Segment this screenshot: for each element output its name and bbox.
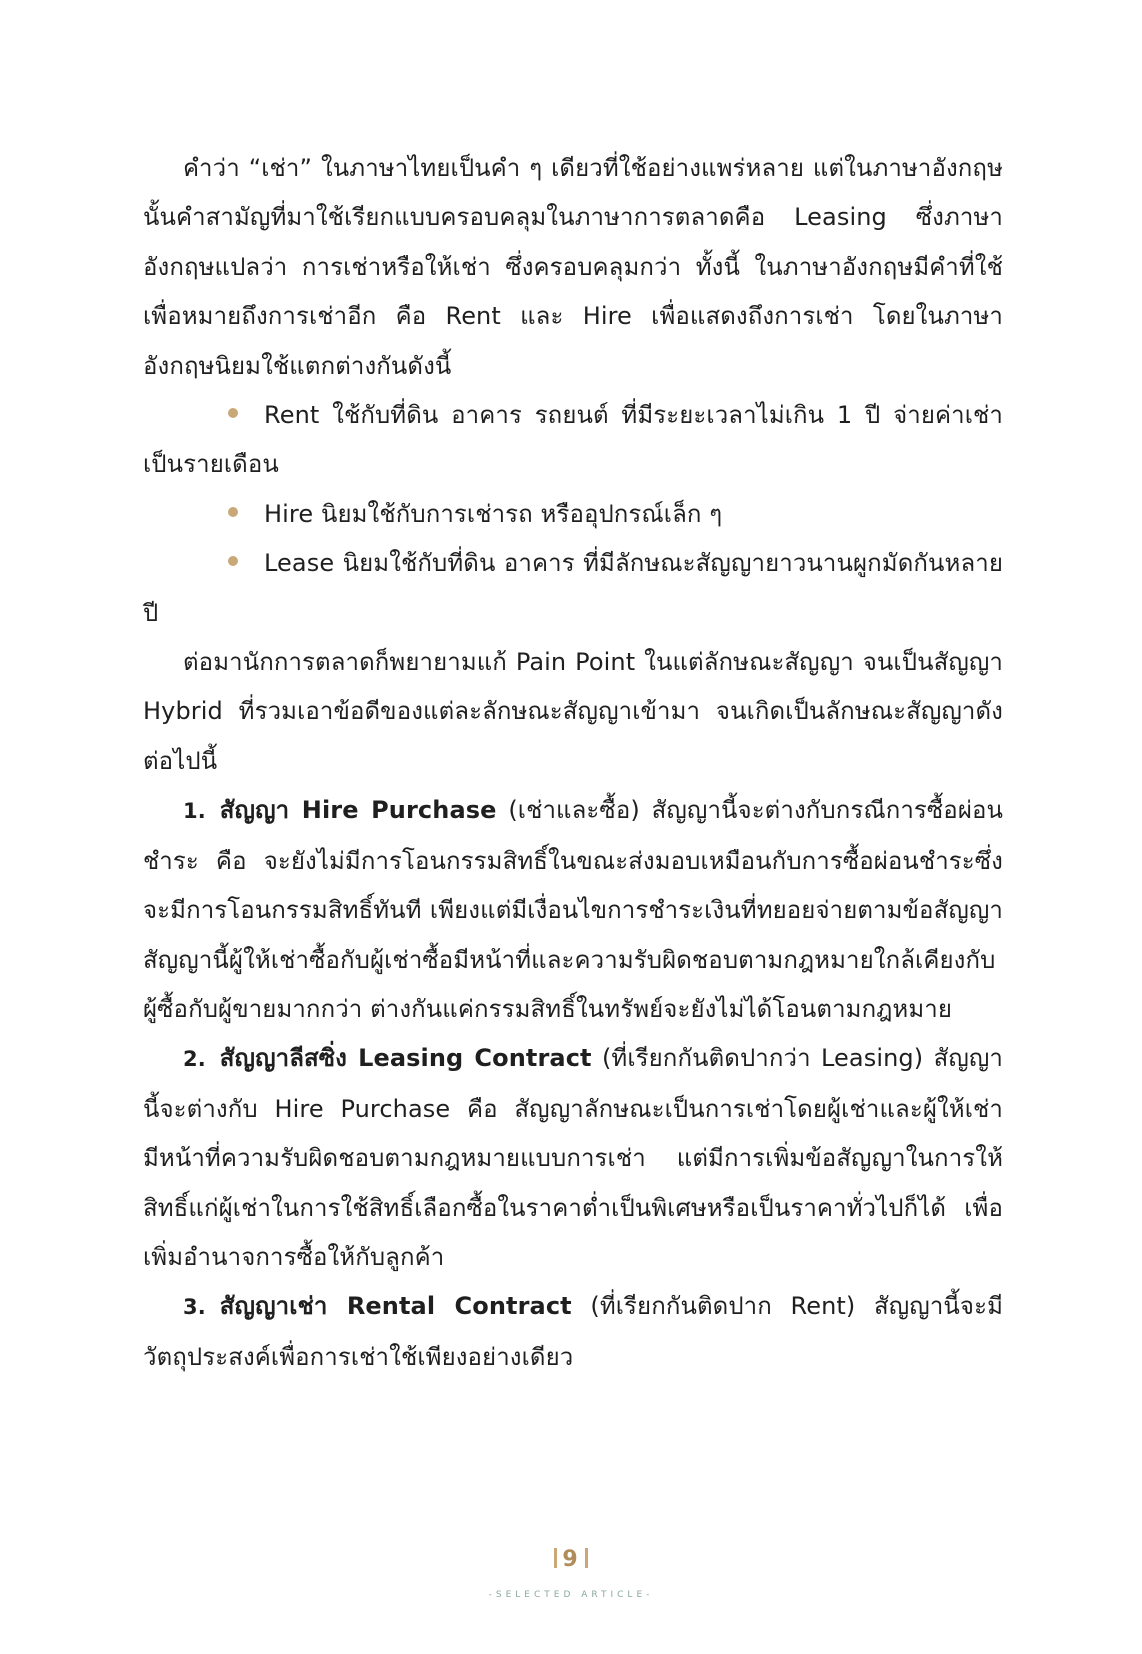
- intro-paragraph: คำว่า “เช่า” ในภาษาไทยเป็นคำ ๆ เดียวที่ใช้อย่างแพร่หลาย แต่ในภาษาอังกฤษนั้นคำสามัญที่มาใช้เรียกแบบครอบคลุมในภาษาการตลาดคือ Leasing ซึ่งภาษาอังกฤษแปลว่า การเช่าหรือให้เช่า ซึ่งครอบคลุมกว่า ทั้งนี้ ในภาษาอังกฤษมีคำที่ใช้เพื่อหมายถึงการเช่าอีก คือ Rent และ Hire เพื่อแสดงถึงการเช่า โดยในภาษาอังกฤษนิยมใช้แตกต่างกันดังนี้: [143, 154, 1003, 380]
- contract-number: 3.: [183, 1295, 206, 1320]
- article-body: [143, 144, 1003, 1382]
- bullet-item-lease: [143, 539, 1003, 638]
- contract-body: (ที่เรียกกันติดปากว่า Leasing) สัญญานี้จะต่างกับ Hire Purchase คือ สัญญาลักษณะเป็นการเช่าโดยผู้เช่าและผู้ให้เช่ามีหน้าที่ความรับผิดชอบตามกฎหมายแบบการเช่า แต่มีการเพิ่มข้อสัญญาในการให้สิทธิ์แก่ผู้เช่าในการใช้สิทธิ์เลือกซื้อในราคาต่ำเป็นพิเศษหรือเป็นราคาทั่วไปก็ได้ เพื่อเพิ่มอำนาจการซื้อให้กับลูกค้า: [143, 1044, 1004, 1271]
- section-label: -SELECTED ARTICLE-: [488, 1590, 654, 1600]
- bullet-item-rent: [143, 391, 1003, 490]
- contract-title: สัญญาลีสซิ่ง Leasing Contract: [219, 1044, 592, 1073]
- bullet-dot-icon: [228, 408, 238, 418]
- bullet-text: Rent ใช้กับที่ดิน อาคาร รถยนต์ ที่มีระยะเวลาไม่เกิน 1 ปี จ่ายค่าเช่าเป็นรายเดือน: [143, 401, 1003, 479]
- divider-bar-icon: [585, 1548, 588, 1568]
- contract-number: 2.: [183, 1047, 206, 1072]
- contract-number: 1.: [183, 799, 206, 824]
- contract-item-rental: [143, 1282, 1003, 1382]
- bullet-item-hire: [143, 490, 1003, 539]
- bullet-text: Hire นิยมใช้กับการเช่ารถ หรืออุปกรณ์เล็ก ๆ: [264, 499, 723, 528]
- bullet-dot-icon: [228, 507, 238, 517]
- page-number: [0, 1547, 1142, 1572]
- contract-title: สัญญาเช่า Rental Contract: [219, 1292, 572, 1321]
- contract-body: (เช่าและซื้อ) สัญญานี้จะต่างกับกรณีการซื้อผ่อนชำระ คือ จะยังไม่มีการโอนกรรมสิทธิ์ในขณะส่งมอบเหมือนกับการซื้อผ่อนชำระซึ่งจะมีการโอนกรรมสิทธิ์ทันที เพียงแต่มีเงื่อนไขการชำระเงินที่ทยอยจ่ายตามข้อสัญญา สัญญานี้ผู้ให้เช่าซื้อกับผู้เช่าซื้อมีหน้าที่และความรับผิดชอบตามกฎหมายใกล้เคียงกับผู้ซื้อกับผู้ขายมากกว่า ต่างกันแค่กรรมสิทธิ์ในทรัพย์จะยังไม่ได้โอนตามกฎหมาย: [143, 796, 1004, 1023]
- contract-title: สัญญา Hire Purchase: [219, 796, 497, 825]
- divider-bar-icon: [554, 1548, 557, 1568]
- bullet-dot-icon: [228, 556, 238, 566]
- page-number-text: 9: [562, 1547, 580, 1572]
- contract-item-hire-purchase: [143, 786, 1003, 1034]
- contract-body: (ที่เรียกกันติดปาก Rent) สัญญานี้จะมีวัตถุประสงค์เพื่อการเช่าใช้เพียงอย่างเดียว: [143, 1292, 1003, 1371]
- bullet-text: Lease นิยมใช้กับที่ดิน อาคาร ที่มีลักษณะสัญญายาวนานผูกมัดกันหลายปี: [143, 549, 1003, 627]
- contract-item-leasing: [143, 1034, 1003, 1282]
- hybrid-paragraph: ต่อมานักการตลาดก็พยายามแก้ Pain Point ในแต่ลักษณะสัญญา จนเป็นสัญญา Hybrid ที่รวมเอาข้อดีของแต่ละลักษณะสัญญาเข้ามา จนเกิดเป็นลักษณะสัญญาดังต่อไปนี้: [143, 648, 1003, 775]
